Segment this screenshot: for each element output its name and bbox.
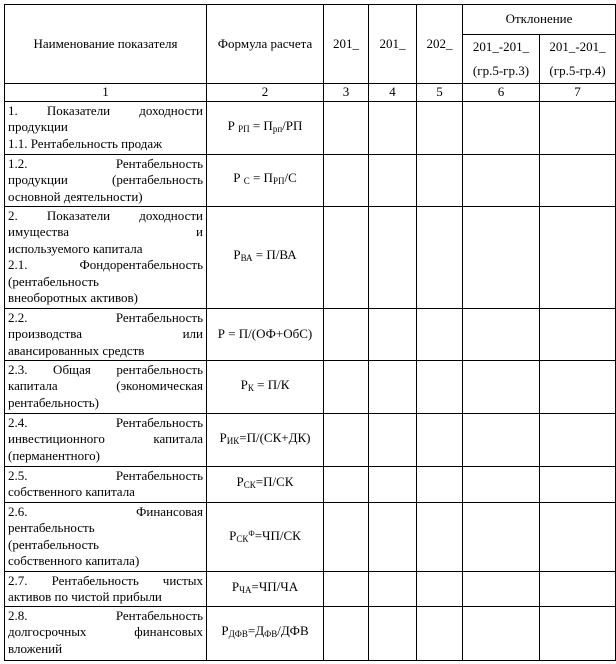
value-cell[interactable] [324,606,369,660]
indicator-name-line: 1. Показатели доходности [8,102,203,118]
formula [207,154,324,206]
indicator-name-line: 2.1. Фондорентабельность [8,257,203,272]
column-number: 6 [463,84,540,102]
table-row [5,360,616,413]
formula-part: ИК [226,435,240,446]
indicator-name-line: авансированных средств [8,342,145,358]
value-cell[interactable] [417,466,463,502]
value-cell[interactable] [540,413,616,466]
formula [207,360,324,413]
profitability-table [4,4,616,661]
column-number: 1 [5,84,207,102]
formula-part: =П/(СК+ДК) [239,429,311,445]
formula-part: =Д [247,623,265,639]
header-indicator-name: Наименование показателя [5,5,207,84]
indicator-name-line: имущества и [8,224,203,239]
indicator-name [5,308,207,360]
value-cell[interactable] [417,360,463,413]
value-cell[interactable] [417,502,463,571]
formula [207,466,324,502]
indicator-name-line: рентабельность [8,520,95,535]
value-cell[interactable] [417,308,463,360]
table-row [5,206,616,308]
header-dev2-title: 201_-201_ [540,35,616,59]
indicator-name [5,606,207,660]
header-year-2: 201_ [369,5,417,84]
column-number: 5 [417,84,463,102]
formula-part: РП [238,123,250,134]
header-dev2-note: (гр.5-гр.4) [540,59,616,84]
value-cell[interactable] [417,606,463,660]
formula-part: = П [249,170,273,186]
formula [207,502,324,571]
indicator-name-line: активов по чистой прибыли [8,589,162,604]
value-cell[interactable] [463,360,540,413]
column-number: 2 [207,84,324,102]
indicator-name-line: 1.2. Рентабельность [8,155,203,171]
value-cell[interactable] [463,571,540,606]
indicator-name [5,154,207,206]
value-cell[interactable] [369,154,417,206]
indicator-name-line: 1.1. Рентабельность продаж [8,135,163,151]
formula-part: СК [243,480,256,491]
indicator-name-line: инвестиционного капитала [8,431,203,446]
value-cell[interactable] [324,154,369,206]
indicator-name-line: собственного капитала [8,484,135,499]
indicator-name [5,101,207,154]
column-number: 4 [369,84,417,102]
indicator-name [5,206,207,308]
indicator-name-line: 2.4. Рентабельность [8,414,203,430]
indicator-name-line: 2.2. Рентабельность [8,309,203,325]
formula-part: Р [219,429,227,445]
value-cell[interactable] [540,308,616,360]
value-cell[interactable] [369,206,417,308]
value-cell[interactable] [463,308,540,360]
table-row [5,154,616,206]
value-cell[interactable] [463,606,540,660]
formula-part: Р [229,527,237,543]
formula-part: СК [236,533,249,544]
value-cell[interactable] [540,360,616,413]
value-cell[interactable] [324,502,369,571]
value-cell[interactable] [369,101,417,154]
header-year-3: 202_ [417,5,463,84]
formula-part: /С [284,170,297,186]
formula [207,571,324,606]
table-row [5,413,616,466]
indicator-name-line: (рентабельность [8,273,99,289]
formula [207,101,324,154]
table-row [5,606,616,660]
indicator-name-line: вложений [8,640,63,656]
column-numbers-row [5,84,616,102]
formula-part: К [247,382,254,393]
value-cell[interactable] [324,308,369,360]
formula-part: С [243,176,250,187]
formula-part: Ф [248,528,255,538]
formula-part: РП [272,176,285,187]
formula-part: Р [231,578,240,594]
indicator-name-line: внеоборотных активов) [8,290,138,305]
table-row [5,502,616,571]
formula-part: =ЧП/СК [254,527,301,543]
indicator-name-line: 2.6. Финансовая [8,503,203,519]
table-row [5,101,616,154]
value-cell[interactable] [324,413,369,466]
formula-part: Р [233,170,244,186]
value-cell[interactable] [369,466,417,502]
value-cell[interactable] [463,101,540,154]
column-number: 3 [324,84,369,102]
indicator-name-line: 2.7. Рентабельность чистых [8,572,203,588]
value-cell[interactable] [463,154,540,206]
indicator-name [5,360,207,413]
value-cell[interactable] [463,502,540,571]
indicator-name-line: продукции [8,119,68,134]
indicator-name-line: (перманентного) [8,447,100,463]
formula-part: =П/СК [255,474,294,490]
header-formula: Формула расчета [207,5,324,84]
indicator-name-line: рентабельность) [8,394,99,410]
formula-part: ВА [240,253,253,264]
value-cell[interactable] [369,571,417,606]
indicator-name [5,466,207,502]
value-cell[interactable] [540,571,616,606]
formula-part: /РП [282,117,303,133]
indicator-name-line: капитала (экономическая [8,378,203,393]
formula-part: ДФВ [228,629,248,640]
indicator-name-line: продукции (рентабельность [8,172,203,187]
value-cell[interactable] [369,502,417,571]
formula [207,206,324,308]
value-cell[interactable] [417,413,463,466]
indicator-name-line: 2.3. Общая рентабельность [8,361,203,377]
value-cell[interactable] [540,466,616,502]
table-row [5,466,616,502]
indicator-name [5,413,207,466]
indicator-name-line: долгосрочных финансовых [8,624,203,639]
column-number: 7 [540,84,616,102]
value-cell[interactable] [369,413,417,466]
formula-part: =ЧП/ЧА [251,578,299,594]
value-cell[interactable] [324,571,369,606]
value-cell[interactable] [324,466,369,502]
value-cell[interactable] [369,308,417,360]
indicator-name-line: основной деятельности) [8,188,143,204]
formula-part: Р [240,376,248,392]
formula-part: Р = П/(ОФ+ОбС) [217,325,313,341]
header-dev1-title: 201_-201_ [463,35,540,59]
indicator-name-line: используемого капитала [8,240,143,256]
value-cell[interactable] [540,606,616,660]
value-cell[interactable] [463,466,540,502]
indicator-name-line: 2. Показатели доходности [8,207,203,223]
formula-part: ЧА [239,584,252,595]
formula [207,308,324,360]
table-row [5,308,616,360]
value-cell[interactable] [540,206,616,308]
formula-part: ФВ [264,629,278,640]
value-cell[interactable] [540,502,616,571]
formula-part: /ДФВ [277,623,309,639]
value-cell[interactable] [417,206,463,308]
formula [207,606,324,660]
header-deviation: Отклонение [463,5,616,35]
formula-part: Р [227,117,239,133]
header-dev1-note: (гр.5-гр.3) [463,59,540,84]
formula-part: = П [249,117,273,133]
value-cell[interactable] [369,606,417,660]
indicator-name-line: 2.8. Рентабельность [8,607,203,623]
header-year-1: 201_ [324,5,369,84]
indicator-name-line: (рентабельность [8,536,99,552]
formula-part: Р [221,623,229,639]
value-cell[interactable] [540,154,616,206]
indicator-name-line: 2.5. Рентабельность [8,467,203,483]
value-cell[interactable] [324,101,369,154]
value-cell[interactable] [463,413,540,466]
formula [207,413,324,466]
value-cell[interactable] [324,206,369,308]
table-row [5,571,616,606]
value-cell[interactable] [324,360,369,413]
indicator-name [5,502,207,571]
value-cell[interactable] [540,101,616,154]
value-cell[interactable] [463,206,540,308]
indicator-name-line: производства или [8,326,203,341]
value-cell[interactable] [417,154,463,206]
value-cell[interactable] [417,571,463,606]
indicator-name [5,571,207,606]
value-cell[interactable] [369,360,417,413]
formula-part: = П/ВА [252,247,297,263]
formula-part: рп [272,123,283,134]
formula-part: Р [236,474,244,490]
formula-part: Р [233,247,241,263]
formula-part: = П/К [253,376,290,392]
indicator-name-line: собственного капитала) [8,553,140,568]
value-cell[interactable] [417,101,463,154]
